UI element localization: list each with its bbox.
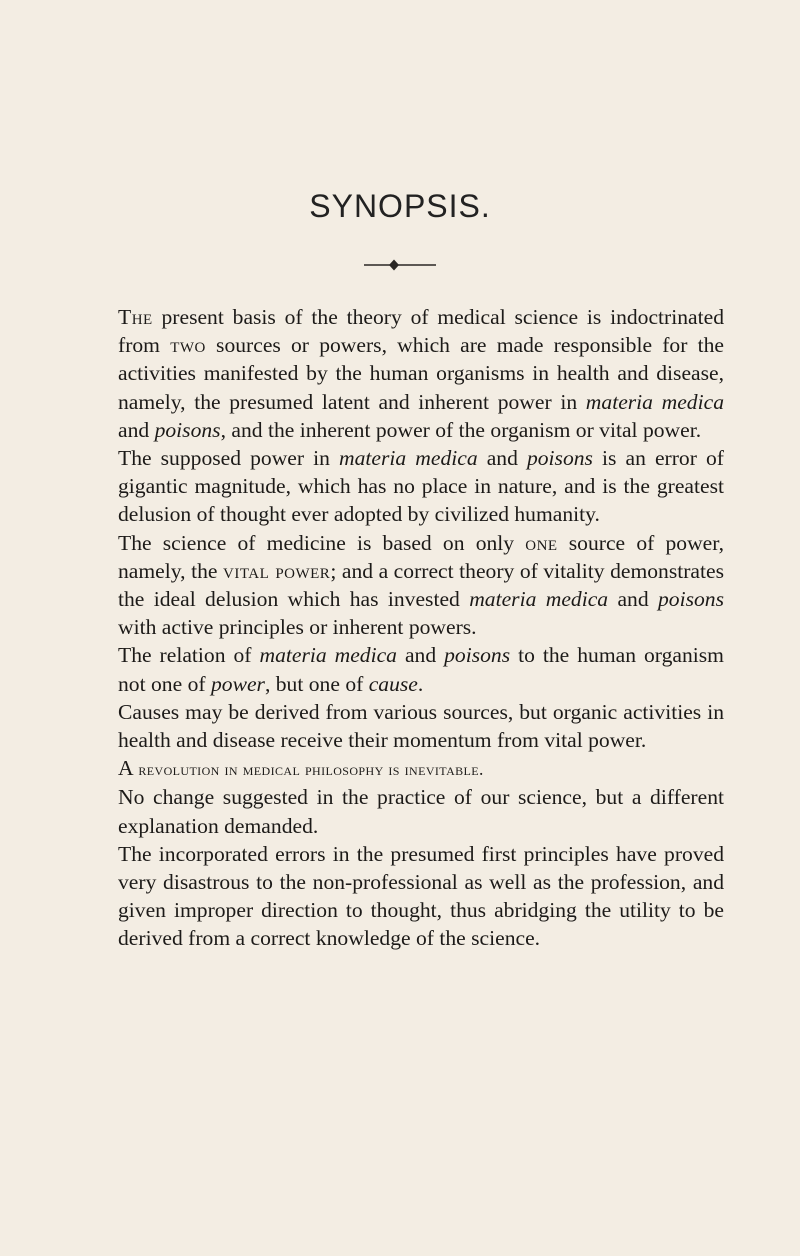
paragraph-1 [118,303,724,444]
paragraph-2-italic-materia-medica: materia medica [339,446,478,471]
paragraph-6-lead: A [118,756,134,781]
paragraph-1-text-c: sources or powers, which are made responsible for the activities manifested by the human organisms in health and disease, namely, the presumed latent and inherent power in [118,333,725,414]
paragraph-4-text-e: to the human organism not one of [118,643,724,696]
paragraph-3-italic-materia-medica: materia medica [469,587,609,612]
paragraph-4-italic-poisons: poisons [444,643,511,668]
paragraph-4-text-i: . [417,671,424,696]
page-title: SYNOPSIS. [309,188,491,224]
paragraph-2-text-a: The supposed power in [118,446,340,471]
paragraph-4-text-g: , but one of [264,671,369,696]
paragraph-2 [118,444,724,529]
paragraph-3-text-e: ; and a correct theory of vitality demonstrates the ideal delusion which has invested [118,558,725,612]
rule-with-diamond-icon [362,258,438,272]
paragraph-5: Causes may be derived from various sources, but organic activities in health and disease receive their momentum from vital power. [118,699,724,753]
paragraph-3-text-a: The science of medicine is based on only [118,530,526,555]
paragraph-4-italic-materia-medica: materia medica [259,643,397,668]
paragraph-3-italic-poisons: poisons [658,587,724,612]
paragraph-4-text-a: The relation of [118,643,260,668]
paragraph-6 [118,754,724,783]
paragraph-1-lead: The [118,305,153,329]
paragraph-2-text-e: is an error of gigantic magnitude, which has no place in nature, and is the greatest delusion of thought ever adopted by civilized humanity. [118,446,724,527]
paragraph-1-text-e: and [118,417,155,442]
synopsis-body [118,303,724,953]
paragraph-4-italic-power: power [210,671,265,696]
paragraph-1-text-g: , and the inherent power of the organism or vital power. [220,417,702,442]
paragraph-8: The incorporated errors in the presumed first principles have proved very disastrous to the non-professional as well as the profession, and given improper direction to thought, thus abridging the utility to be derived from a correct knowledge of the science. [118,841,724,951]
paragraph-4-italic-cause: cause [368,671,418,696]
paragraph-7: No change suggested in the practice of our science, but a different explanation demanded. [118,785,724,838]
paragraph-1-italic-materia-medica: materia medica [585,389,724,414]
paragraph-1-text-a: present basis of the theory of medical science is indoctrinated from [118,305,724,358]
paragraph-2-italic-poisons: poisons [526,446,593,471]
paragraph-4-text-c: and [396,643,445,668]
paragraph-1-smallcaps-two: two [170,333,206,358]
paragraph-3-smallcaps-one: one [525,530,558,555]
paragraph-3-text-i: with active principles or inherent powers. [118,615,477,640]
paragraph-6-smallcaps-text: revolution in medical philosophy is inevitable. [133,759,484,780]
paragraph-3-smallcaps-vital-power: vital power [223,558,331,583]
paragraph-4 [118,641,724,697]
paragraph-3-text-c: source of power, namely, the [118,530,724,583]
paragraph-1-italic-poisons: poisons [154,417,221,442]
paragraph-2-text-c: and [477,446,527,471]
paragraph-3 [118,529,724,642]
paragraph-3-text-g: and [608,587,658,612]
